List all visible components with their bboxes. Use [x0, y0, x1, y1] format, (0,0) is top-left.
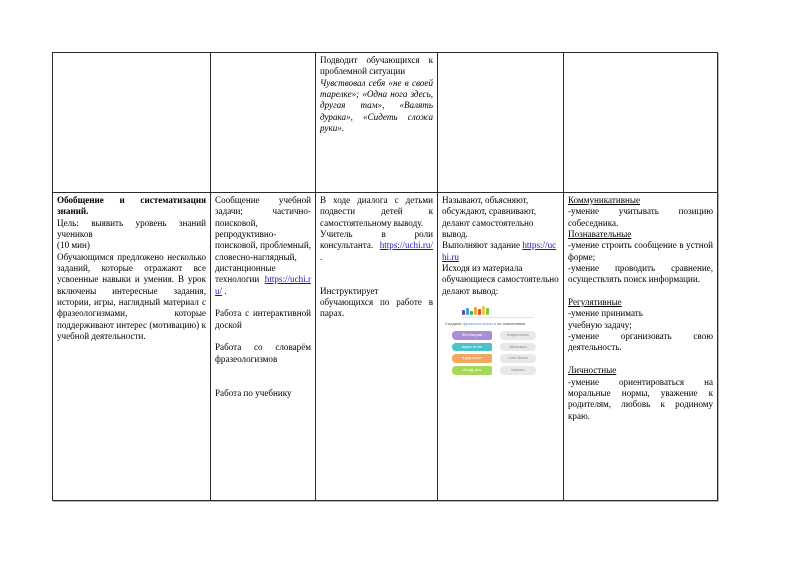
uud-heading-cognitive: Познавательные [568, 229, 632, 240]
stage-goal: Цель: выявить уровень знаний учеников [57, 217, 206, 240]
pair-work-instruction: Инструктирует обучающихся по работе в парах. [320, 285, 433, 319]
work-with-dictionary: Работа со словарём фразеологизмов [215, 342, 311, 364]
idiom-tag[interactable]: об воду лить [452, 366, 492, 375]
uchi-ru-exercise-screenshot [444, 306, 558, 375]
dialogue-guidance: В ходе диалога с детьми подвести детей к самостоятельному выводу. [320, 195, 433, 228]
methods-label: Сообщение учебной задачи; частично-поисковой, репродуктивно-поисковой, проблемный, словесно-наглядный, дистанционные технологии [215, 195, 311, 285]
stage-title: Обобщение и систематизация знаний. [57, 195, 206, 217]
exercise-prompt-prefix: Соедини [445, 321, 463, 327]
spacer [320, 263, 433, 274]
meaning-pill[interactable]: очень близко [500, 354, 536, 363]
teacher-consultant-label: Учитель в роли консультанта. [320, 229, 433, 251]
exercise-prompt-highlight: фразеологизмы [462, 321, 493, 327]
uud-heading-regulative: Регулятивные [568, 297, 622, 308]
cell-r1c2 [211, 53, 316, 193]
spacer [215, 331, 311, 342]
student-conclusion: Исходя из материала обучающиеся самостоятельно делают вывод: [442, 263, 559, 296]
cell-r2c3-teacher-activity [316, 193, 438, 501]
cell-r1c4 [438, 53, 564, 193]
cell-r2c4-student-activity [438, 193, 564, 501]
meaning-pill[interactable]: напрасно [500, 366, 536, 375]
idiom-tag[interactable]: водить за нос [452, 343, 492, 352]
cell-r1c1 [53, 53, 211, 193]
stage-duration: (10 мин) [57, 240, 90, 251]
cell-r2c1-stage [53, 193, 211, 501]
exercise-prompt-suffix: с их значениями [492, 321, 526, 327]
cell-r1c3 [316, 53, 438, 193]
spacer [215, 377, 311, 388]
uud-regulative-item-2: -умение организовать свою деятельность. [568, 331, 713, 353]
teacher-action-text: Подводит обучающихся к проблемной ситуации [320, 55, 433, 77]
methods-text [215, 195, 311, 297]
work-with-textbook: Работа по учебнику [215, 387, 292, 398]
spacer [215, 297, 311, 308]
idiom-tag[interactable]: бить баклуши [452, 331, 492, 340]
progress-bars-icon [462, 306, 558, 315]
uchi-link-methods[interactable]: https://uchi.ru/ [215, 274, 311, 296]
idiom-examples-text: Чувствовал себя «не в своей тарелке»; «Одна нога здесь, другая там», «Валять дурака», «Сидеть сложа руки». [320, 77, 433, 134]
table-row [53, 53, 718, 193]
meaning-pill[interactable]: бездельничать [500, 331, 536, 340]
uud-cognitive-item-1: -умение строить сообщение в устной форме; [568, 240, 713, 262]
matching-pair-row [452, 354, 558, 363]
uud-cognitive-item-2: -умение проводить сравнение, осуществлять поиск информации. [568, 263, 713, 285]
uud-heading-communicative: Коммуникативные [568, 195, 641, 205]
spacer [568, 286, 713, 297]
matching-pair-row [452, 331, 558, 340]
cell-r1c5 [564, 53, 718, 193]
lesson-plan-table [52, 52, 718, 501]
teacher-link-suffix: . [320, 251, 323, 262]
uchi-link-teacher[interactable]: https://uchi.ru/ [379, 240, 433, 251]
exercise-prompt [445, 321, 558, 327]
table-row [53, 193, 718, 501]
uud-heading-personal: Личностные [568, 365, 617, 376]
spacer [568, 354, 713, 365]
spacer [215, 365, 311, 376]
matching-pair-row [452, 343, 558, 352]
progress-track [462, 317, 534, 319]
stage-description: Обучающимся предложено несколько заданий, которые отражают все усвоенные навыки и умения. В урок включены интересные задания, истории, игры, наглядный материал с фразеологизмами, которые поддерживают интерес (мотивацию) к учебной деятельности. [57, 251, 206, 342]
cell-r2c5-uud [564, 193, 718, 501]
meaning-pill[interactable]: обманывать [500, 343, 536, 352]
uud-regulative-item-1b: учебную задачу; [568, 319, 632, 330]
idiom-tag[interactable]: в двух шагах [452, 354, 492, 363]
work-with-board: Работа с интерактивной доской [215, 308, 311, 330]
spacer [320, 274, 433, 285]
uud-regulative-item-1a: -умение принимать [568, 308, 643, 319]
uchi-link-student[interactable]: https://uchi.ru [442, 240, 557, 262]
cell-r2c2-methods [211, 193, 316, 501]
uud-personal-item: -умение ориентироваться на моральные нормы, уважение к родителям, любовь к родиному краю. [568, 376, 713, 421]
uud-communicative-item: -умение учитывать позицию собеседника. [568, 206, 713, 228]
methods-link-suffix: . [222, 285, 227, 296]
student-actions: Называют, объясняют, обсуждают, сравнивают, делают самостоятельно вывод. [442, 195, 537, 240]
teacher-consultant-text [320, 229, 433, 263]
student-task-label: Выполняют задание [442, 240, 523, 251]
matching-pairs-list [452, 331, 558, 375]
matching-pair-row [452, 366, 558, 375]
student-task-text [442, 240, 559, 263]
